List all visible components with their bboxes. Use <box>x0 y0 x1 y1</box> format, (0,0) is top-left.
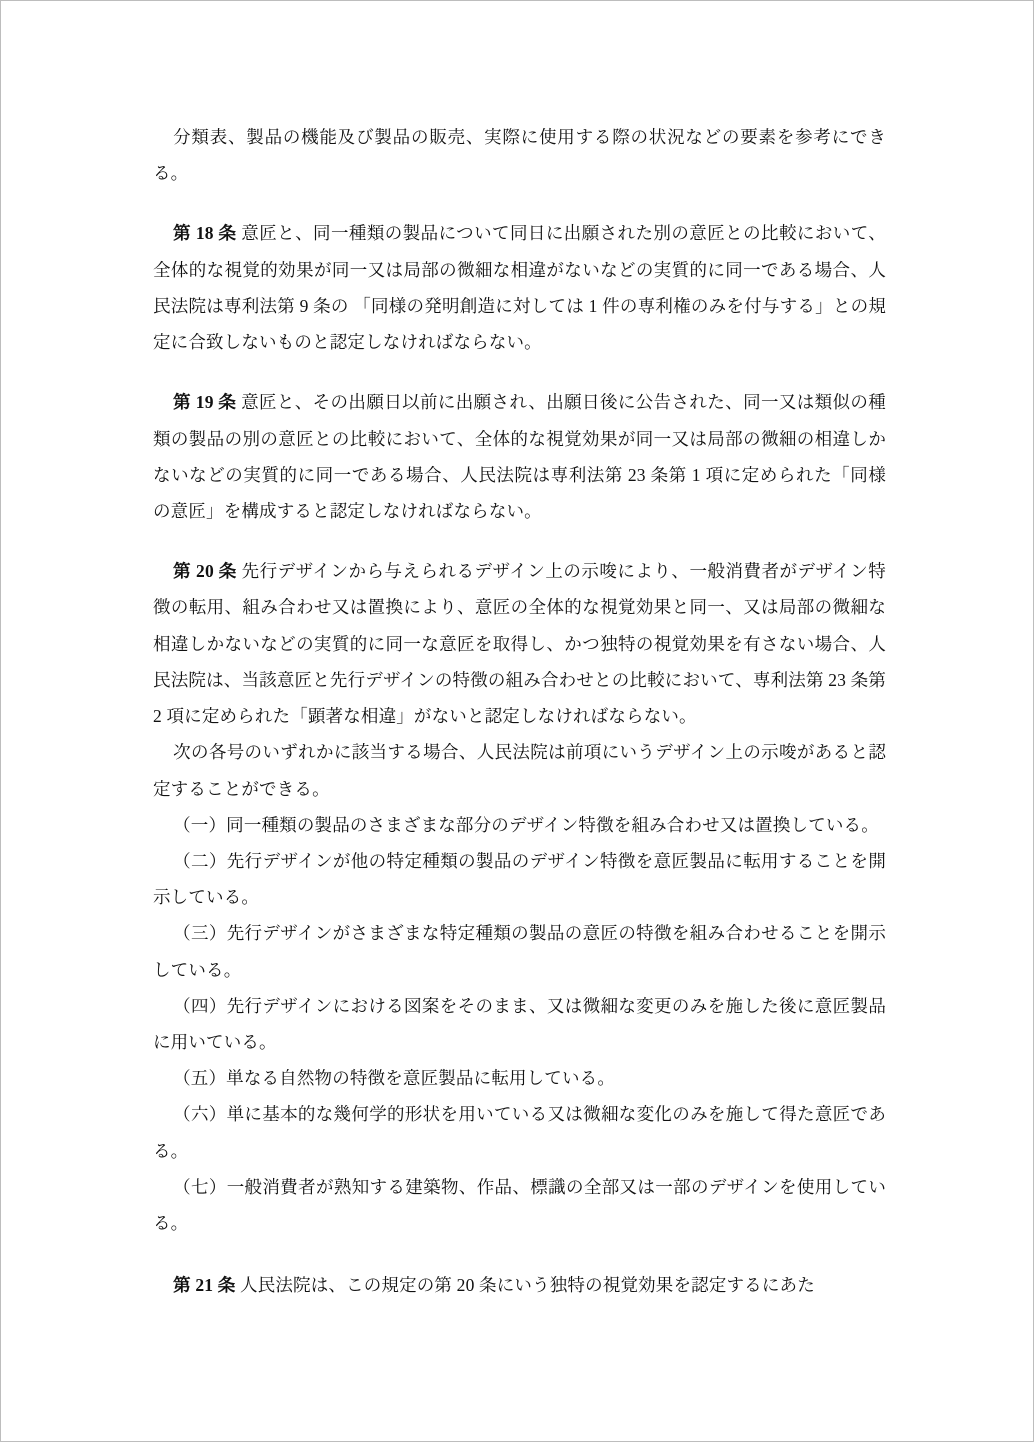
list-item-7: （七）一般消費者が熟知する建築物、作品、標識の全部又は一部のデザインを使用している。 <box>153 1176 886 1234</box>
article-21-text: 人民法院は、この規定の第 20 条にいう独特の視覚効果を認定するにあた <box>240 1275 815 1296</box>
list-item-5: （五）単なる自然物の特徴を意匠製品に転用している。 <box>173 1068 615 1089</box>
list-item-3: （三）先行デザインがさまざまな特定種類の製品の意匠の特徴を組み合わせることを開示している。 <box>153 923 886 980</box>
article-18-label: 第 18 条 <box>173 223 237 244</box>
article-19-label: 第 19 条 <box>173 392 237 413</box>
article-19 <box>153 384 886 529</box>
page-content <box>153 119 886 1304</box>
article-20 <box>153 553 886 734</box>
list-item-4: （四）先行デザインにおける図案をそのまま、又は微細な変更のみを施した後に意匠製品に用いている。 <box>153 995 886 1053</box>
list-item-2: （二）先行デザインが他の特定種類の製品のデザイン特徴を意匠製品に転用することを開示している。 <box>153 850 886 908</box>
article-21-label: 第 21 条 <box>173 1275 236 1296</box>
list-item-6: （六）単に基本的な幾何学的形状を用いている又は微細な変化のみを施して得た意匠である。 <box>153 1104 886 1161</box>
article-19-text: 意匠と、その出願日以前に出願され、出願日後に公告された、同一又は類似の種類の製品の別の意匠との比較において、全体的な視覚効果が同一又は局部の微細の相違しかないなどの実質的に同一である場合、人民法院は専利法第 23 条第 1 項に定められた「同様の意匠」を構成すると認定しなければならない。 <box>153 392 886 521</box>
article-20-text: 先行デザインから与えられるデザイン上の示唆により、一般消費者がデザイン特徴の転用、組み合わせ又は置換により、意匠の全体的な視覚効果と同一、又は局部の微細な相違しかないなどの実質的に同一な意匠を取得し、かつ独特の視覚効果を有さない場合、人民法院は、当該意匠と先行デザインの特徴の組み合わせとの比較において、専利法第 23 条第 2 項に定められた「顕著な相違」がないと認定しなければならない。 <box>153 561 886 727</box>
list-item-1: （一）同一種類の製品のさまざまな部分のデザイン特徴を組み合わせ又は置換している。 <box>173 814 879 835</box>
article-21 <box>153 1267 886 1303</box>
article-18-text: 意匠と、同一種類の製品について同日に出願された別の意匠との比較において、全体的な視覚的効果が同一又は局部の微細な相違がないなどの実質的に同一である場合、人民法院は専利法第 9 条の 「同様の発明創造に対しては 1 件の専利権のみを付与する」との規定に合致しないものと認定しなければならない。 <box>153 223 886 353</box>
article-20-subparagraph: 次の各号のいずれかに該当する場合、人民法院は前項にいうデザイン上の示唆があると認定することができる。 <box>153 742 886 799</box>
article-18 <box>153 215 886 360</box>
paragraph-continued: 分類表、製品の機能及び製品の販売、実際に使用する際の状況などの要素を参考にできる。 <box>153 127 886 184</box>
article-20-label: 第 20 条 <box>173 561 237 582</box>
